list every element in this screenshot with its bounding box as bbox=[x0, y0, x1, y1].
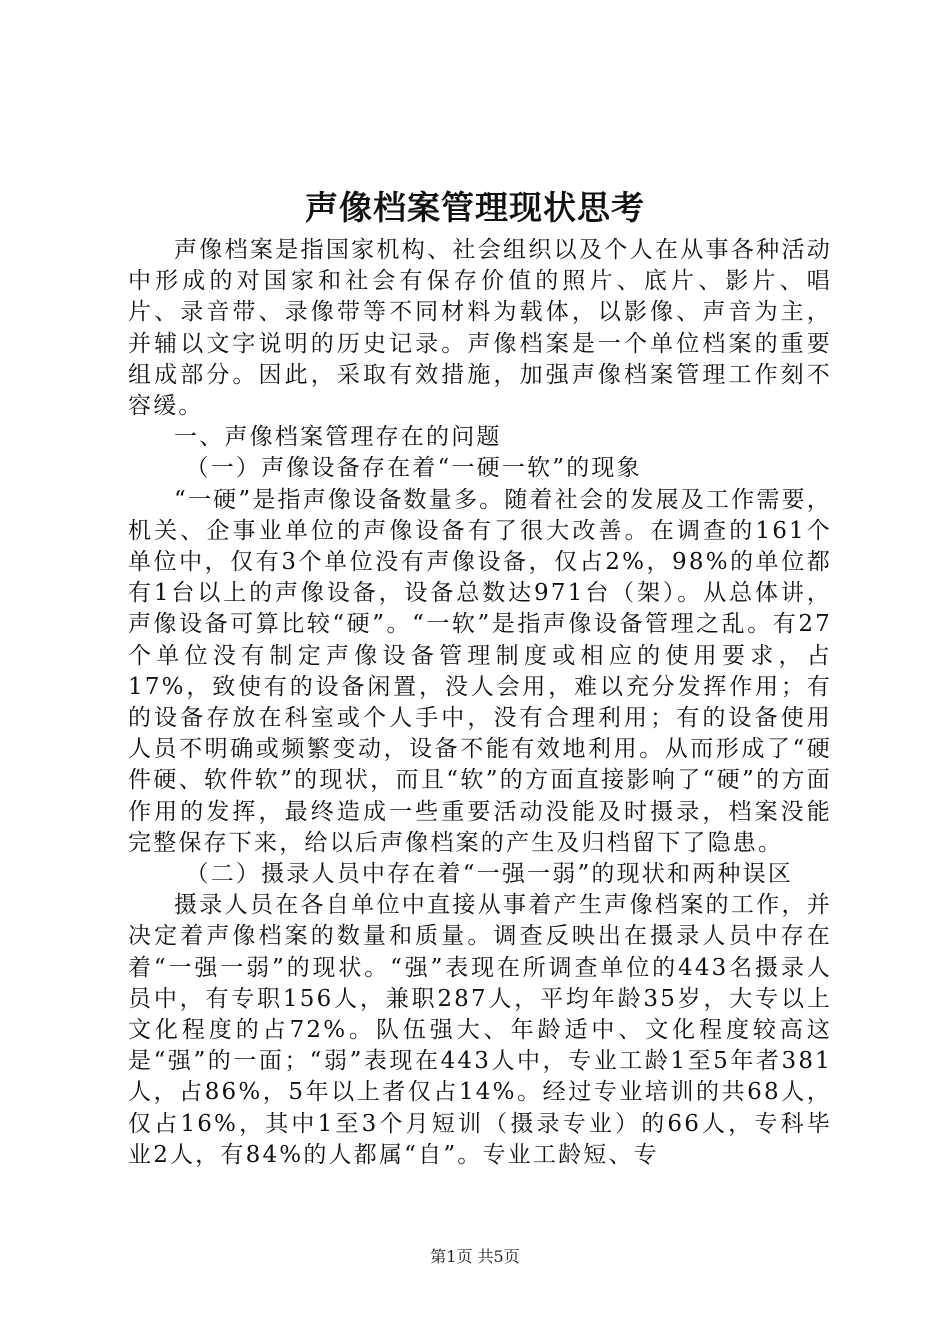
subsection-heading-equipment: （一）声像设备存在着“一硬一软”的现象 bbox=[185, 455, 642, 482]
paragraph-intro: 声像档案是指国家机构、社会组织以及个人在从事各种活动中形成的对国家和社会有保存价值的照片、底片、影片、唱片、录音带、录像带等不同材料为载体，以影像、声音为主，并辅以文字说明的历史记录。声像档案是一个单位档案的重要组成部分。因此，采取有效措施，加强声像档案管理工作刻不容缓。 bbox=[128, 237, 832, 420]
document-body bbox=[128, 235, 832, 1171]
paragraph-equipment: “一硬”是指声像设备数量多。随着社会的发展及工作需要，机关、企事业单位的声像设备有了很大改善。在调查的161个单位中，仅有3个单位没有声像设备，仅占2%，98%的单位都有1台以上的声像设备，设备总数达971台（架）。从总体讲，声像设备可算比较“硬”。“一软”是指声像设备管理之乱。有27个单位没有制定声像设备管理制度或相应的使用要求，占17%，致使有的设备闲置，没人会用，难以充分发挥作用；有的设备存放在科室或个人手中，没有合理利用；有的设备使用人员不明确或频繁变动，设备不能有效地利用。从而形成了“硬件硬、软件软”的现状，而且“软”的方面直接影响了“硬”的方面作用的发挥，最终造成一些重要活动没能及时摄录，档案没能完整保存下来，给以后声像档案的产生及归档留下了隐患。 bbox=[128, 486, 832, 856]
paragraph-personnel: 摄录人员在各自单位中直接从事着产生声像档案的工作，并决定着声像档案的数量和质量。调查反映出在摄录人员中存在着“一强一弱”的现状。“强”表现在所调查单位的443名摄录人员中，有专职156人，兼职287人，平均年龄35岁，大专以上文化程度的占72%。队伍强大、年龄适中、文化程度较高这是“强”的一面；“弱”表现在443人中，专业工龄1至5年者381人，占86%，5年以上者仅占14%。经过专业培训的共68人，仅占16%，其中1至3个月短训（摄录专业）的66人，专科毕业2人，有84%的人都属“自”。专业工龄短、专 bbox=[128, 892, 832, 1168]
document-title: 声像档案管理现状思考 bbox=[305, 188, 645, 227]
page-number-footer: 第1页 共5页 bbox=[430, 1247, 520, 1266]
subsection-heading-personnel: （二）摄录人员中存在着“一强一弱”的现状和两种误区 bbox=[185, 861, 794, 888]
section-heading-problems: 一、声像档案管理存在的问题 bbox=[174, 424, 502, 451]
